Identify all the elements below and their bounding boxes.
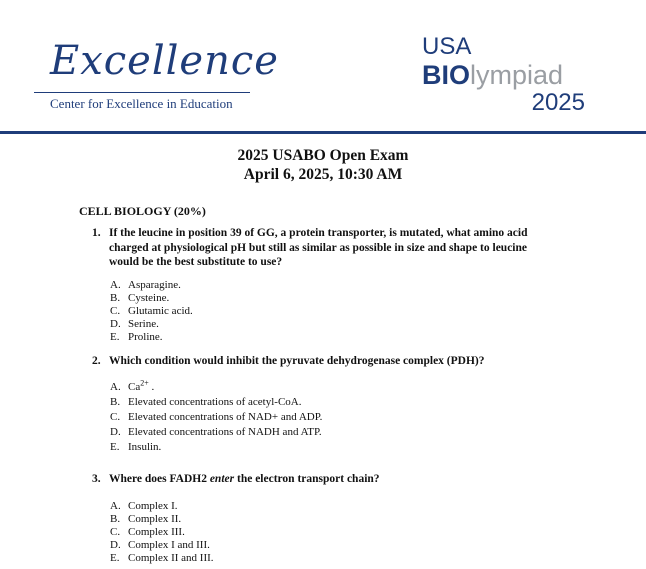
usabo-year: 2025: [531, 89, 585, 116]
option-b[interactable]: B. Elevated concentrations of acetyl-CoA.: [110, 396, 302, 408]
option-d[interactable]: D. Serine.: [110, 318, 159, 330]
option-d[interactable]: D. Complex I and III.: [110, 539, 210, 551]
option-d[interactable]: D. Elevated concentrations of NADH and ATP.: [110, 426, 322, 438]
option-a[interactable]: A. Asparagine.: [110, 279, 181, 291]
question-3: [92, 472, 532, 487]
question-1-options: [110, 279, 193, 344]
question-text: Which condition would inhibit the pyruvate dehydrogenase complex (PDH)?: [109, 355, 485, 367]
logo-subtitle: Center for Excellence in Education: [50, 96, 233, 111]
option-c[interactable]: C. Elevated concentrations of NAD+ and ADP.: [110, 411, 323, 423]
exam-title-block: [0, 146, 646, 184]
option-a[interactable]: A. $Ca^{2+}$ .: [110, 378, 155, 393]
question-text: Where does FADH2 enter the electron transport chain?: [109, 473, 380, 485]
question-number: 2.: [92, 355, 101, 367]
usabo-logo: [422, 34, 588, 116]
page-header: [0, 0, 646, 135]
question-3-options: [110, 500, 214, 565]
superscript: 2+: [140, 378, 149, 388]
usabo-bio-text: BIO: [422, 60, 471, 90]
emphasis-enter: enter: [209, 473, 235, 485]
question-number: 1.: [92, 227, 101, 239]
option-a[interactable]: A. Complex I.: [110, 500, 178, 512]
option-b[interactable]: B. Cysteine.: [110, 292, 170, 304]
header-divider: [0, 131, 646, 134]
question-1: [92, 226, 532, 270]
logo-underline: [34, 92, 250, 93]
question-2: [92, 354, 532, 369]
usabo-biolympiad: [422, 60, 588, 90]
section-heading: CELL BIOLOGY (20%): [79, 204, 206, 218]
option-c[interactable]: C. Glutamic acid.: [110, 305, 193, 317]
exam-title: 2025 USABO Open Exam: [237, 147, 409, 164]
option-c[interactable]: C. Complex III.: [110, 526, 185, 538]
option-e[interactable]: E. Complex II and III.: [110, 552, 214, 564]
question-2-options: [110, 378, 323, 456]
question-text: If the leucine in position 39 of GG, a protein transporter, is mutated, what amino acid charged at physiological pH but still as similar as possible in size and shape to leucine would be the best substitute to use?: [109, 227, 528, 268]
question-number: 3.: [92, 473, 101, 485]
usabo-lympiad-text: lympiad: [470, 60, 564, 90]
option-e[interactable]: E. Insulin.: [110, 441, 162, 453]
excellence-logo: Excellence: [50, 38, 279, 84]
usabo-usa: USA: [422, 33, 472, 60]
option-e[interactable]: E. Proline.: [110, 331, 163, 343]
exam-date: April 6, 2025, 10:30 AM: [243, 166, 403, 183]
option-b[interactable]: B. Complex II.: [110, 513, 182, 525]
